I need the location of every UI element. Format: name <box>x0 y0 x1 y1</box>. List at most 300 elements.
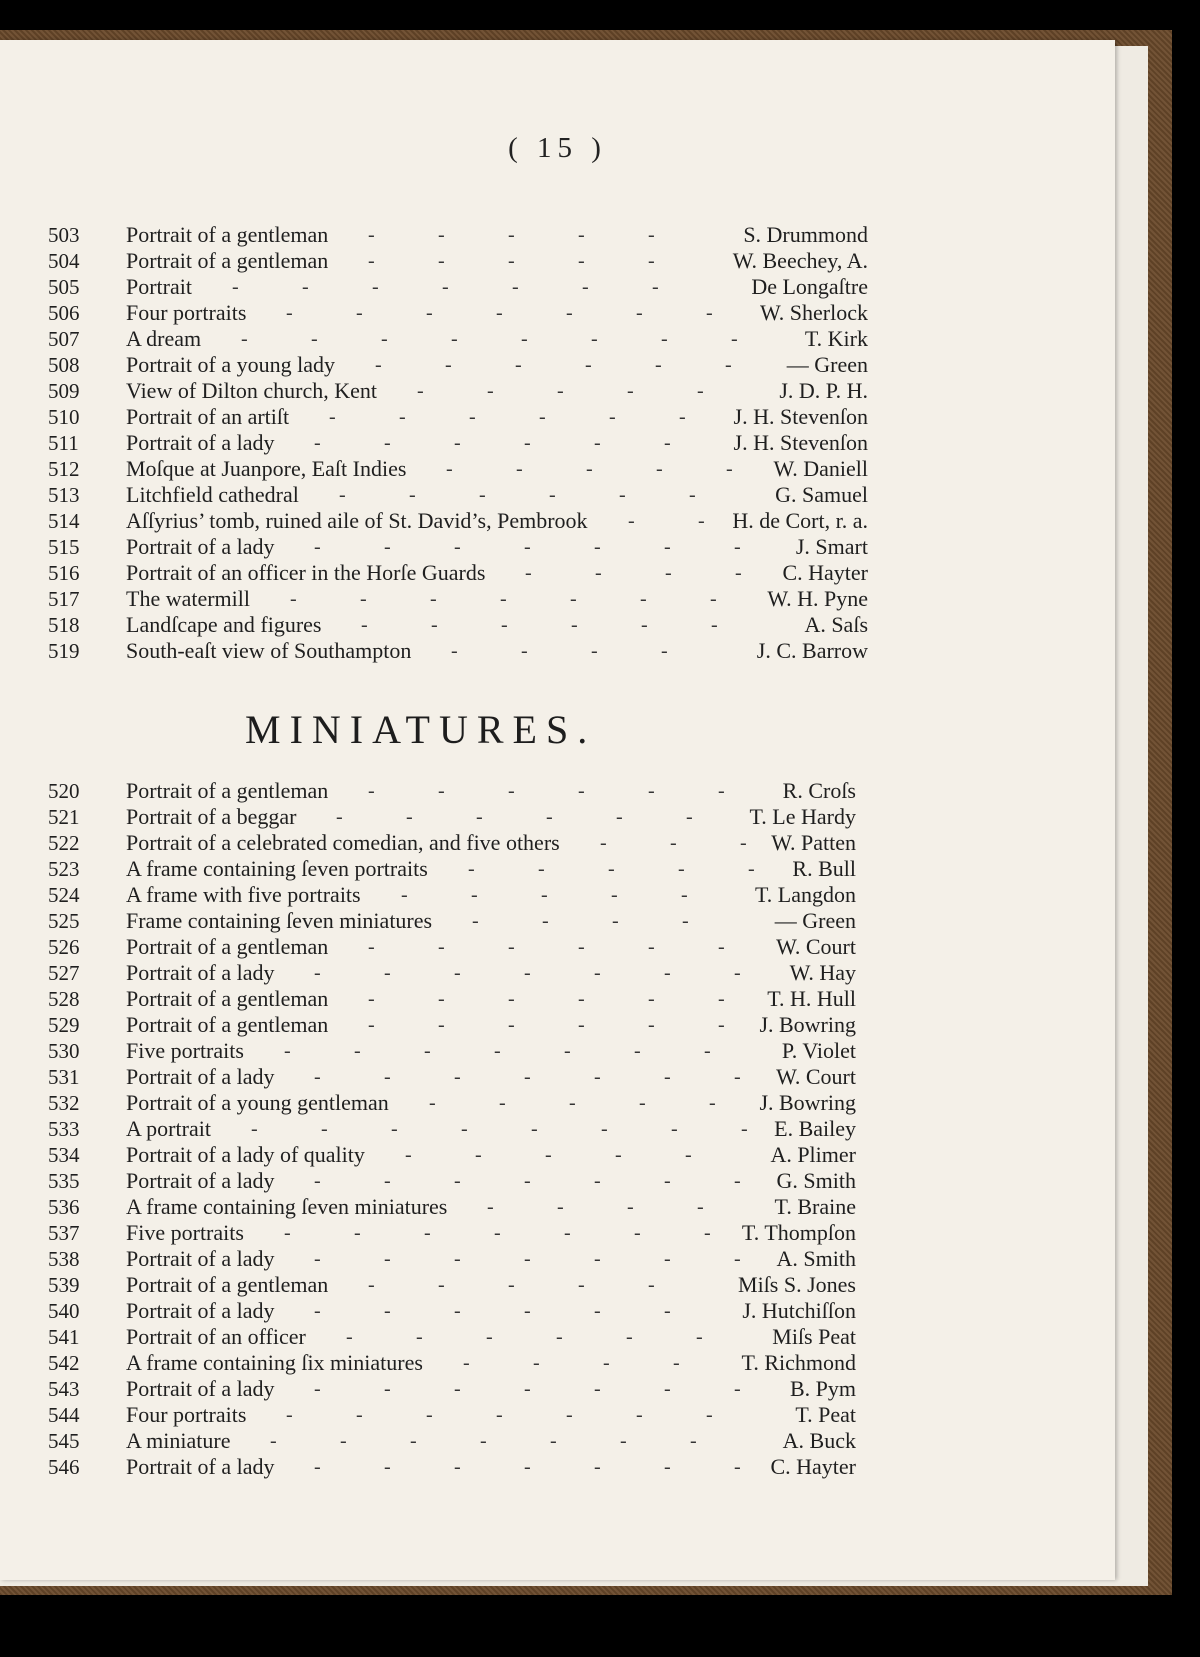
leader-dash: - <box>368 224 375 246</box>
leader-dash: - <box>706 302 713 324</box>
entry-number: 527 <box>48 961 80 985</box>
leader-dash: - <box>594 1300 601 1322</box>
entry-number: 544 <box>48 1403 80 1427</box>
leader-dash: - <box>399 406 406 428</box>
catalogue-entry <box>48 1246 868 1272</box>
leader-dash: - <box>499 1092 506 1114</box>
leader-dash: - <box>578 1014 585 1036</box>
leader-dash: - <box>601 1118 608 1140</box>
leader-dash: - <box>600 832 607 854</box>
leader-dash: - <box>664 1300 671 1322</box>
entry-artist: W. H. Pyne <box>767 586 868 611</box>
leader-dash: - <box>438 1014 445 1036</box>
leader-dash: - <box>690 1430 697 1452</box>
leader-dash: - <box>384 1066 391 1088</box>
leader-dash: - <box>726 458 733 480</box>
entry-number: 508 <box>48 353 80 377</box>
leader-dash: - <box>463 1352 470 1374</box>
leader-dash: - <box>704 1222 711 1244</box>
leader-dash: - <box>704 1040 711 1062</box>
entry-title: A miniature <box>126 1428 231 1453</box>
entry-title: Portrait of a gentleman <box>126 1272 329 1297</box>
leader-dash: - <box>698 510 705 532</box>
leader-dash: - <box>368 936 375 958</box>
entry-title: A dream <box>126 326 202 351</box>
leader-dash: - <box>469 406 476 428</box>
leader-dash: - <box>368 1274 375 1296</box>
leader-dash: - <box>594 432 601 454</box>
leader-dash: - <box>438 250 445 272</box>
leader-dash: - <box>270 1430 277 1452</box>
leader-dash: - <box>368 250 375 272</box>
leader-dash: - <box>501 614 508 636</box>
entry-title: Frame containing ſeven miniatures <box>126 908 433 933</box>
entry-number: 531 <box>48 1065 80 1089</box>
catalogue-entry <box>48 456 868 482</box>
leader-dash: - <box>709 1092 716 1114</box>
entry-artist: W. Court <box>776 1064 856 1089</box>
entry-title: View of Dilton church, Kent <box>126 378 378 403</box>
leader-dash: - <box>711 614 718 636</box>
catalogue-entry <box>48 960 868 986</box>
leader-dash: - <box>429 1092 436 1114</box>
leader-dash: - <box>487 1196 494 1218</box>
leader-dash: - <box>566 1404 573 1426</box>
leader-dash: - <box>735 562 742 584</box>
leader-dash: - <box>384 432 391 454</box>
leader-dash: - <box>564 1040 571 1062</box>
leader-dash: - <box>372 276 379 298</box>
leader-dash: - <box>652 276 659 298</box>
entry-artist: J. Bowring <box>759 1090 856 1115</box>
leader-dash: - <box>508 224 515 246</box>
leader-dash: - <box>634 1222 641 1244</box>
leader-dash: - <box>578 224 585 246</box>
leader-dash: - <box>641 614 648 636</box>
entry-number: 512 <box>48 457 80 481</box>
entry-number: 533 <box>48 1117 80 1141</box>
entry-artist: Miſs Peat <box>772 1324 856 1349</box>
entry-title: Portrait of a lady <box>126 430 275 455</box>
leader-dash: - <box>494 1040 501 1062</box>
leader-dash: - <box>454 432 461 454</box>
leader-dash: - <box>314 1170 321 1192</box>
entry-number: 545 <box>48 1429 80 1453</box>
leader-dash: - <box>356 302 363 324</box>
catalogue-entry <box>48 482 868 508</box>
leader-dash: - <box>718 936 725 958</box>
catalogue-entry <box>48 1376 868 1402</box>
entry-title: Landſcape and figures <box>126 612 322 637</box>
entry-number: 516 <box>48 561 80 585</box>
catalogue-entry <box>48 1298 868 1324</box>
leader-dash: - <box>356 1404 363 1426</box>
leader-dash: - <box>512 276 519 298</box>
leader-dash: - <box>538 858 545 880</box>
leader-dash: - <box>611 884 618 906</box>
leader-dash: - <box>354 1222 361 1244</box>
leader-dash: - <box>718 988 725 1010</box>
entry-number: 517 <box>48 587 80 611</box>
catalogue-entry <box>48 1116 868 1142</box>
leader-dash: - <box>314 432 321 454</box>
leader-dash: - <box>578 936 585 958</box>
leader-dash: - <box>664 1170 671 1192</box>
leader-dash: - <box>639 1092 646 1114</box>
entry-title: Portrait of a lady <box>126 1376 275 1401</box>
entry-title: Portrait of a lady <box>126 1298 275 1323</box>
entry-artist: G. Smith <box>776 1168 856 1193</box>
leader-dash: - <box>442 276 449 298</box>
entry-number: 520 <box>48 779 80 803</box>
entry-title: Portrait of a gentleman <box>126 248 329 273</box>
entry-number: 505 <box>48 275 80 299</box>
catalogue-page <box>0 40 1115 1580</box>
leader-dash: - <box>718 1014 725 1036</box>
entry-title: Portrait of a lady <box>126 1168 275 1193</box>
leader-dash: - <box>594 1456 601 1478</box>
entry-title: A frame containing ſeven miniatures <box>126 1194 448 1219</box>
leader-dash: - <box>438 1274 445 1296</box>
leader-dash: - <box>571 614 578 636</box>
leader-dash: - <box>416 1326 423 1348</box>
leader-dash: - <box>679 406 686 428</box>
entry-artist: W. Sherlock <box>760 300 868 325</box>
leader-dash: - <box>734 1378 741 1400</box>
leader-dash: - <box>516 458 523 480</box>
entry-title: A frame containing ſix miniatures <box>126 1350 423 1375</box>
leader-dash: - <box>524 432 531 454</box>
leader-dash: - <box>609 406 616 428</box>
leader-dash: - <box>636 302 643 324</box>
entry-number: 528 <box>48 987 80 1011</box>
entry-title: Portrait of an officer in the Horſe Guards <box>126 560 486 585</box>
leader-dash: - <box>627 380 634 402</box>
entry-number: 519 <box>48 639 80 663</box>
catalogue-entry <box>48 934 868 960</box>
leader-dash: - <box>664 1248 671 1270</box>
catalogue-entry <box>48 508 868 534</box>
leader-dash: - <box>381 328 388 350</box>
leader-dash: - <box>608 858 615 880</box>
entry-number: 525 <box>48 909 80 933</box>
leader-dash: - <box>431 614 438 636</box>
catalogue-entry <box>48 1272 868 1298</box>
entry-artist: R. Bull <box>792 856 856 881</box>
leader-dash: - <box>468 858 475 880</box>
leader-dash: - <box>594 536 601 558</box>
entry-artist: W. Court <box>776 934 856 959</box>
entry-title: Portrait of a lady <box>126 1454 275 1479</box>
leader-dash: - <box>670 832 677 854</box>
leader-dash: - <box>681 884 688 906</box>
leader-dash: - <box>734 1456 741 1478</box>
leader-dash: - <box>339 484 346 506</box>
entry-artist: T. Langdon <box>754 882 856 907</box>
leader-dash: - <box>533 1352 540 1374</box>
leader-dash: - <box>585 354 592 376</box>
leader-dash: - <box>734 962 741 984</box>
leader-dash: - <box>286 1404 293 1426</box>
leader-dash: - <box>314 1456 321 1478</box>
leader-dash: - <box>594 1378 601 1400</box>
entry-title: Portrait of a lady of quality <box>126 1142 365 1167</box>
leader-dash: - <box>284 1040 291 1062</box>
entry-title: Portrait of an officer <box>126 1324 306 1349</box>
leader-dash: - <box>508 780 515 802</box>
leader-dash: - <box>314 1378 321 1400</box>
entry-number: 509 <box>48 379 80 403</box>
section-heading: MINIATURES. <box>245 707 597 752</box>
leader-dash: - <box>578 250 585 272</box>
entry-artist: J. D. P. H. <box>779 378 868 403</box>
catalogue-entry <box>48 1142 868 1168</box>
entry-number: 546 <box>48 1455 80 1479</box>
catalogue-entry <box>48 430 868 456</box>
entry-title: Litchfield cathedral <box>126 482 299 507</box>
leader-dash: - <box>697 1196 704 1218</box>
leader-dash: - <box>648 936 655 958</box>
leader-dash: - <box>546 806 553 828</box>
entry-number: 530 <box>48 1039 80 1063</box>
entry-number: 526 <box>48 935 80 959</box>
leader-dash: - <box>410 1430 417 1452</box>
entry-artist: C. Hayter <box>770 1454 856 1479</box>
entry-artist: T. H. Hull <box>767 986 856 1011</box>
entry-artist: H. de Cort, r. a. <box>732 508 868 533</box>
entry-title: Four portraits <box>126 300 247 325</box>
entry-title: Portrait of a lady <box>126 960 275 985</box>
leader-dash: - <box>524 1300 531 1322</box>
leader-dash: - <box>500 588 507 610</box>
entry-artist: J. H. Stevenſon <box>733 430 868 455</box>
entry-title: Portrait of a gentleman <box>126 986 329 1011</box>
leader-dash: - <box>336 806 343 828</box>
entry-artist: T. Thompſon <box>741 1220 856 1245</box>
leader-dash: - <box>665 562 672 584</box>
leader-dash: - <box>471 884 478 906</box>
leader-dash: - <box>685 1144 692 1166</box>
entry-artist: T. Peat <box>795 1402 856 1427</box>
leader-dash: - <box>445 354 452 376</box>
leader-dash: - <box>619 484 626 506</box>
leader-dash: - <box>454 1300 461 1322</box>
leader-dash: - <box>603 1352 610 1374</box>
leader-dash: - <box>550 1430 557 1452</box>
entry-title: Five portraits <box>126 1220 244 1245</box>
entry-title: Five portraits <box>126 1038 244 1063</box>
leader-dash: - <box>508 1274 515 1296</box>
entry-title: Portrait of a young lady <box>126 352 335 377</box>
entry-title: Portrait of a gentleman <box>126 1012 329 1037</box>
catalogue-entry <box>48 830 868 856</box>
entry-number: 523 <box>48 857 80 881</box>
leader-dash: - <box>384 962 391 984</box>
entry-artist: G. Samuel <box>775 482 868 507</box>
catalogue-entry <box>48 1168 868 1194</box>
leader-dash: - <box>648 780 655 802</box>
catalogue-entry <box>48 856 868 882</box>
entry-number: 514 <box>48 509 80 533</box>
leader-dash: - <box>531 1118 538 1140</box>
entry-title: Portrait of a gentleman <box>126 222 329 247</box>
leader-dash: - <box>438 780 445 802</box>
catalogue-entry <box>48 560 868 586</box>
entry-artist: R. Croſs <box>782 778 856 803</box>
leader-dash: - <box>664 962 671 984</box>
leader-dash: - <box>539 406 546 428</box>
entry-number: 537 <box>48 1221 80 1245</box>
entry-title: Portrait of a celebrated comedian, and five others <box>126 830 560 855</box>
entry-number: 539 <box>48 1273 80 1297</box>
leader-dash: - <box>564 1222 571 1244</box>
leader-dash: - <box>354 1040 361 1062</box>
leader-dash: - <box>556 1326 563 1348</box>
entry-artist: Miſs S. Jones <box>738 1272 856 1297</box>
entry-artist: A. Smith <box>776 1246 856 1271</box>
leader-dash: - <box>424 1222 431 1244</box>
leader-dash: - <box>725 354 732 376</box>
leader-dash: - <box>557 380 564 402</box>
leader-dash: - <box>741 1118 748 1140</box>
leader-dash: - <box>384 1170 391 1192</box>
entry-artist: — Green <box>786 352 868 377</box>
leader-dash: - <box>696 1326 703 1348</box>
leader-dash: - <box>286 302 293 324</box>
leader-dash: - <box>628 510 635 532</box>
leader-dash: - <box>661 328 668 350</box>
leader-dash: - <box>426 302 433 324</box>
entry-title: The watermill <box>126 586 251 611</box>
leader-dash: - <box>384 1248 391 1270</box>
leader-dash: - <box>566 302 573 324</box>
leader-dash: - <box>626 1326 633 1348</box>
entry-artist: A. Saſs <box>804 612 868 637</box>
catalogue-entry <box>48 378 868 404</box>
leader-dash: - <box>496 302 503 324</box>
leader-dash: - <box>595 562 602 584</box>
leader-dash: - <box>368 988 375 1010</box>
leader-dash: - <box>451 328 458 350</box>
miniatures-list <box>48 778 868 1480</box>
leader-dash: - <box>734 536 741 558</box>
entry-title: Portrait of a gentleman <box>126 934 329 959</box>
entry-artist: B. Pym <box>789 1376 856 1401</box>
entry-artist: W. Beechey, A. <box>732 248 868 273</box>
entry-title: Four portraits <box>126 1402 247 1427</box>
leader-dash: - <box>612 910 619 932</box>
entry-number: 541 <box>48 1325 80 1349</box>
leader-dash: - <box>438 936 445 958</box>
entry-artist: J. Hutchiſſon <box>742 1298 856 1323</box>
leader-dash: - <box>578 988 585 1010</box>
leader-dash: - <box>480 1430 487 1452</box>
leader-dash: - <box>627 1196 634 1218</box>
leader-dash: - <box>508 250 515 272</box>
entry-title: A frame containing ſeven portraits <box>126 856 428 881</box>
leader-dash: - <box>634 1040 641 1062</box>
leader-dash: - <box>508 1014 515 1036</box>
entry-title: Portrait of a lady <box>126 1246 275 1271</box>
entry-title: A frame with five portraits <box>126 882 361 907</box>
leader-dash: - <box>368 780 375 802</box>
leader-dash: - <box>656 458 663 480</box>
catalogue-entry <box>48 778 868 804</box>
leader-dash: - <box>734 1248 741 1270</box>
leader-dash: - <box>314 1300 321 1322</box>
leader-dash: - <box>686 806 693 828</box>
entry-artist: J. C. Barrow <box>756 638 868 663</box>
leader-dash: - <box>384 1300 391 1322</box>
catalogue-entry <box>48 326 868 352</box>
leader-dash: - <box>454 1248 461 1270</box>
leader-dash: - <box>545 1144 552 1166</box>
leader-dash: - <box>314 1248 321 1270</box>
leader-dash: - <box>496 1404 503 1426</box>
catalogue-entry <box>48 534 868 560</box>
leader-dash: - <box>524 536 531 558</box>
leader-dash: - <box>438 224 445 246</box>
leader-dash: - <box>314 962 321 984</box>
entry-title: Aſſyrius’ tomb, ruined aile of St. David’s, Pembrook <box>126 508 588 533</box>
entry-number: 510 <box>48 405 80 429</box>
entry-artist: W. Hay <box>789 960 856 985</box>
leader-dash: - <box>616 806 623 828</box>
leader-dash: - <box>586 458 593 480</box>
leader-dash: - <box>748 858 755 880</box>
catalogue-entry <box>48 1012 868 1038</box>
leader-dash: - <box>636 1404 643 1426</box>
leader-dash: - <box>346 1326 353 1348</box>
catalogue-entry <box>48 1194 868 1220</box>
leader-dash: - <box>314 536 321 558</box>
leader-dash: - <box>384 1456 391 1478</box>
leader-dash: - <box>454 536 461 558</box>
entry-artist: E. Bailey <box>774 1116 856 1141</box>
leader-dash: - <box>302 276 309 298</box>
leader-dash: - <box>594 962 601 984</box>
page-number: ( 15 ) <box>508 132 607 164</box>
entry-number: 532 <box>48 1091 80 1115</box>
leader-dash: - <box>648 1014 655 1036</box>
leader-dash: - <box>487 380 494 402</box>
entry-title: Portrait <box>126 274 192 299</box>
catalogue-entry <box>48 300 868 326</box>
leader-dash: - <box>515 354 522 376</box>
entry-artist: J. H. Stevenſon <box>733 404 868 429</box>
entry-artist: C. Hayter <box>782 560 868 585</box>
leader-dash: - <box>241 328 248 350</box>
leader-dash: - <box>508 936 515 958</box>
leader-dash: - <box>426 1404 433 1426</box>
entry-title: Portrait of a lady <box>126 1064 275 1089</box>
leader-dash: - <box>521 640 528 662</box>
leader-dash: - <box>524 962 531 984</box>
leader-dash: - <box>476 806 483 828</box>
entry-number: 529 <box>48 1013 80 1037</box>
entry-number: 503 <box>48 223 80 247</box>
leader-dash: - <box>682 910 689 932</box>
leader-dash: - <box>424 1040 431 1062</box>
catalogue-entry <box>48 612 868 638</box>
entry-artist: T. Richmond <box>741 1350 856 1375</box>
leader-dash: - <box>524 1456 531 1478</box>
leader-dash: - <box>405 1144 412 1166</box>
leader-dash: - <box>417 380 424 402</box>
entry-number: 513 <box>48 483 80 507</box>
leader-dash: - <box>557 1196 564 1218</box>
leader-dash: - <box>314 1066 321 1088</box>
